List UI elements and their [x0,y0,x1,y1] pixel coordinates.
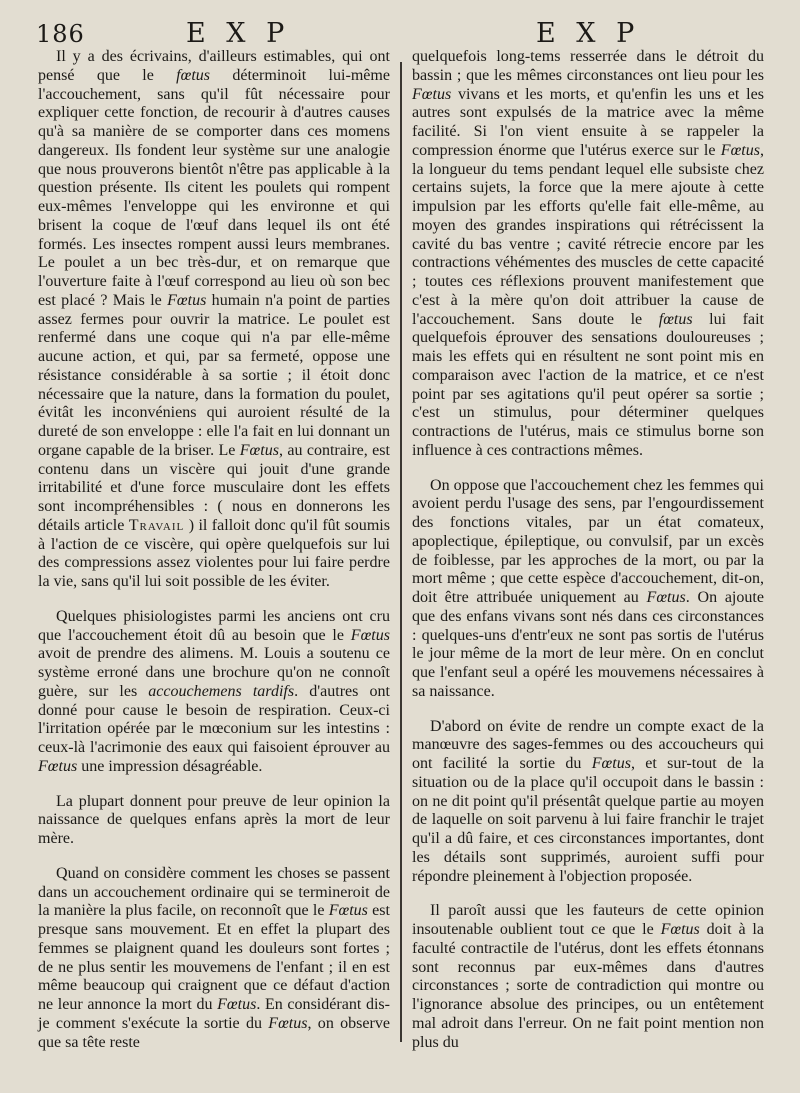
running-head-left: E X P [186,18,291,49]
paragraph: D'abord on évite de rendre un compte exact de la manœuvre des sages-femmes ou des accoucheurs qui ont facilité la sortie du Fœtus, et sur-tout de la situation ou de la place qu'il occupoit dans le bassin : on ne dit point qu'il présentât quelque partie au moyen de laquelle on soit parvenu à lui faire franchir le trajet qu'il a dû faire, et ces circonstances importantes, dont les détails sont supprimés, auroient suffi pour répondre pleinement à l'objection proposée. [412,717,765,885]
paragraph: quelquefois long-tems resserrée dans le détroit du bassin ; que les mêmes circonstances ont lieu pour les Fœtus vivans et les morts, et qu'enfin les uns et les autres sont expulsés de la matrice avec la même facilité. Si l'on vient ensuite à se rappeler la compression énorme que l'utérus exerce sur le Fœtus, la longueur du tems pendant lequel elle subsiste chez certains sujets, la force que la mere ajoute à cette impulsion par les efforts qu'elle fait elle-même, au moyen des grandes inspirations qui rétrécissent la cavité du bas ventre ; cavité rétrecie encore par les contractions véhémentes des muscles de cette capacité ; toutes ces réflexions prouvent manifestement que c'est à la mère qu'on doit attribuer la cause de l'accouchement. Sans doute le fœtus lui fait quelquefois éprouver des sensations douloureuses ; mais les effets qui en résultent ne sont point mis en comparaison avec l'action de la matrice, et ce n'est point par ses agitations qu'il peut opérer sa sortie ; c'est un stimulus, pour déterminer quelques contractions de l'utérus, mais ce stimulus borne son influence à ces contractions mêmes. [412,48,764,459]
paragraph: La plupart donnent pour preuve de leur opinion la naissance de quelques enfans après la mort de leur mère. [38,792,390,847]
left-column [38,48,390,1052]
page-number: 186 [36,20,85,48]
paragraph: Il y a des écrivains, d'ailleurs estimables, qui ont pensé que le fœtus déterminoit lui-même l'accouchement, sans qu'il fût nécessaire pour expliquer cette fonction, de recourir à d'autres causes qu'à sa manière de se comporter dans ces momens dangereux. Ils fondent leur système sur une analogie que nous prouverons bientôt n'être pas applicable à la question présente. Ils citent les poulets qui rompent eux-mêmes l'enveloppe qui les environne et qui brisent la coque de l'œuf dans lequel ils ont été formés. Les insectes rompent aussi leurs membranes. Le poulet a un bec très-dur, et on remarque que l'ouverture faite à l'œuf correspond au lieu où son bec est placé ? Mais le Fœtus humain n'a point de parties assez fermes pour ouvrir la matrice. Le poulet est renfermé dans une coque qui n'a par elle-même aucune action, et qui, par sa fermeté, oppose une résistance considérable à sa sortie ; il étoit donc nécessaire que la nature, dans la formation du poulet, évitât les inconvéniens qui auroient résulté de la dureté de son enveloppe : elle l'a fait en lui donnant un organe capable de la briser. Le Fœtus, au contraire, est contenu dans un viscère qui jouit d'une grande irritabilité et d'une force musculaire dont les effets sont incompréhensibles : ( nous en donnerons les détails article Travail ) il falloit donc qu'il fût soumis à l'action de ce viscère, qui opère quelquefois sur lui des compressions assez violentes pour lui faire perdre la vie, sans qu'il lui soit possible de les éviter. [38,48,390,590]
column-divider [400,62,402,1042]
running-head-right: E X P [536,18,641,49]
paragraph: On oppose que l'accouchement chez les femmes qui avoient perdu l'usage des sens, par l'engourdissement des fonctions vitales, par un état comateux, apoplectique, épileptique, ou convulsif, par un excès de foiblesse, par les approches de la mort, ou par la mort même ; que cette espèce d'accouchement, dit-on, doit être attribuée uniquement au Fœtus. On ajoute que des enfans vivans sont nés dans ces circonstances : quelques-uns d'entr'eux ne sont pas sortis de l'utérus le jour même de la mort de leur mère. On en conclut que l'enfant seul a opéré les mouvemens nécessaires à sa naissance. [412,476,764,700]
paragraph: Quand on considère comment les choses se passent dans un accouchement ordinaire qui se termineroit de la manière la plus facile, on reconnoît que le Fœtus est presque sans mouvement. Et en effet la plupart des femmes se plaignent quand les douleurs sont fortes ; de ne plus sentir les mouvemens de l'enfant ; il en est même beaucoup qui craignent que ce défaut d'action ne leur annonce la mort du Fœtus. En considérant dis-je comment s'exécute la sortie du Fœtus, on observe que sa tête reste [38,864,390,1051]
paragraph: Quelques phisiologistes parmi les anciens ont cru que l'accouchement étoit dû au besoin que le Fœtus avoit de prendre des alimens. M. Louis a soutenu ce système erroné dans une brochure qu'on ne connoît guère, sur les accouchemens tardifs. d'autres ont donné pour cause le besoin de respiration. Ceux-ci l'irritation opérée par le mœconium sur les intestins : ceux-là l'acrimonie des eaux qui faisoient éprouver au Fœtus une impression désagréable. [38,607,390,775]
paragraph: Il paroît aussi que les fauteurs de cette opinion insoutenable oublient tout ce que le Fœtus doit à la faculté contractile de l'utérus, dont les effets étonnans sont reconnus par eux-mêmes dans d'autres circonstances ; sorte de contradiction qui montre ou l'ignorance absolue des principes, ou un entêtement mal adroit dans l'erreur. On ne fait point mention non plus du [412,902,764,1051]
right-column [412,48,764,1052]
